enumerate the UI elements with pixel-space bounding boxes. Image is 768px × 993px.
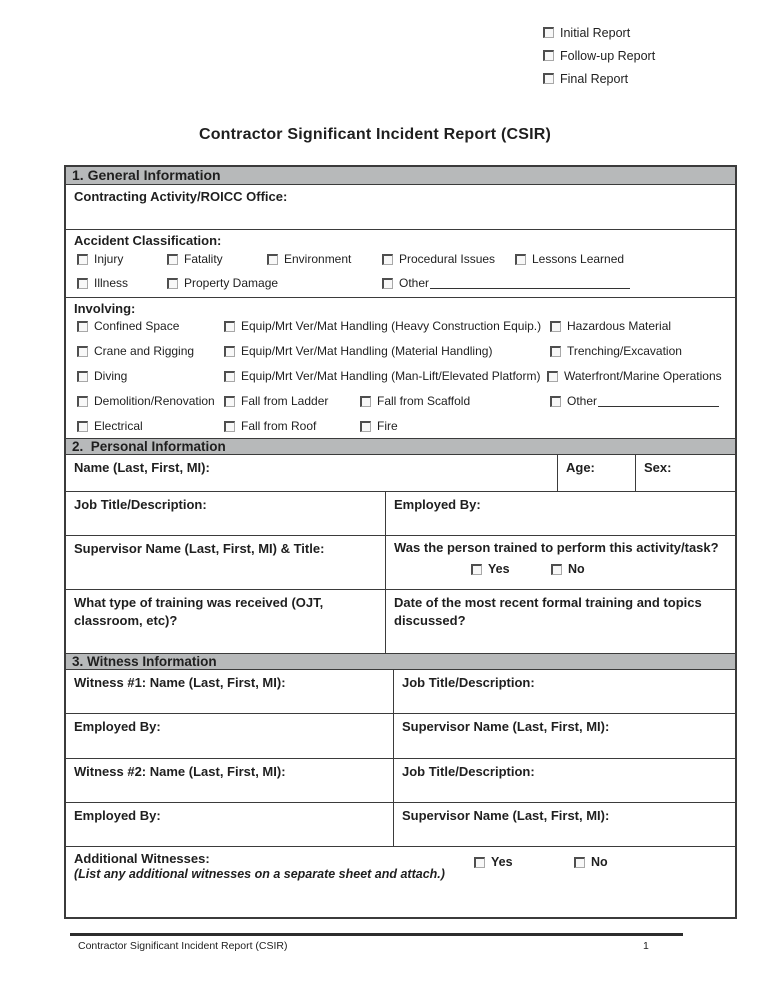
diving-checkbox[interactable] (77, 371, 88, 382)
involving-option-other (550, 394, 719, 408)
training-date-label: Date of the most recent formal training and topics discussed? (394, 595, 702, 628)
accident-classification-label: Accident Classification: (74, 233, 222, 248)
training-date-field[interactable] (386, 590, 735, 653)
report-type-option-final (543, 71, 655, 86)
crane-rigging-checkbox[interactable] (77, 346, 88, 357)
electrical-checkbox[interactable] (77, 421, 88, 432)
injury-checkbox[interactable] (77, 254, 88, 265)
witness1-name-field[interactable] (66, 670, 394, 713)
section-header-general: 1. General Information (66, 167, 735, 185)
accident-options-row1 (66, 252, 735, 268)
fall-ladder-label: Fall from Ladder (241, 394, 329, 408)
personal-job-row (66, 492, 735, 536)
employed-by-label: Employed By: (394, 497, 481, 512)
report-type-group (543, 25, 655, 94)
witness2-employed-field[interactable] (66, 803, 394, 846)
witness1-supervisor-field[interactable] (394, 714, 735, 758)
section-header-personal: 2. Personal Information (66, 439, 735, 455)
involving-row5 (66, 419, 735, 435)
contracting-activity-label: Contracting Activity/ROICC Office: (74, 189, 288, 204)
involving-option-manlift (224, 369, 540, 383)
trenching-checkbox[interactable] (550, 346, 561, 357)
fire-label: Fire (377, 419, 398, 433)
additional-no-label: No (591, 855, 608, 869)
witness1-supervisor-label: Supervisor Name (Last, First, MI): (402, 719, 610, 734)
fall-ladder-checkbox[interactable] (224, 396, 235, 407)
followup-report-checkbox[interactable] (543, 50, 554, 61)
personal-training-row (66, 590, 735, 654)
csir-form (64, 165, 737, 919)
involving-other-label: Other (567, 394, 598, 408)
trained-yes-option (471, 562, 510, 576)
material-handling-checkbox[interactable] (224, 346, 235, 357)
witness1-job-label: Job Title/Description: (402, 675, 535, 690)
witness2-employed-label: Employed By: (74, 808, 161, 823)
witness1-employed-field[interactable] (66, 714, 394, 758)
sex-label: Sex: (644, 460, 672, 475)
witness1-name-label: Witness #1: Name (Last, First, MI): (74, 675, 286, 690)
fatality-checkbox[interactable] (167, 254, 178, 265)
page-title: Contractor Significant Incident Report (CSIR) (198, 126, 552, 143)
additional-witnesses-cell (66, 847, 735, 917)
property-damage-checkbox[interactable] (167, 278, 178, 289)
accident-option-other (382, 276, 630, 290)
trained-question-cell (386, 536, 735, 589)
witness2-name-label: Witness #2: Name (Last, First, MI): (74, 764, 286, 779)
age-field[interactable] (558, 455, 636, 491)
age-label: Age: (566, 460, 595, 475)
environment-label: Environment (284, 252, 352, 266)
fall-roof-checkbox[interactable] (224, 421, 235, 432)
confined-space-checkbox[interactable] (77, 321, 88, 332)
witness1-job-field[interactable] (394, 670, 735, 713)
witness2-job-field[interactable] (394, 759, 735, 802)
trained-no-checkbox[interactable] (551, 564, 562, 575)
involving-option-fall-roof (224, 419, 316, 433)
heavy-equip-label: Equip/Mrt Ver/Mat Handling (Heavy Construction Equip.) (241, 319, 542, 333)
witness2-employer-row (66, 803, 735, 847)
personal-supervisor-row (66, 536, 735, 590)
demolition-label: Demolition/Renovation (94, 394, 215, 408)
trained-no-option (551, 562, 585, 576)
illness-label: Illness (94, 276, 129, 290)
report-type-option-initial (543, 25, 655, 40)
diving-label: Diving (94, 369, 128, 383)
involving-option-hazardous-material (550, 319, 671, 333)
followup-report-label: Follow-up Report (560, 48, 656, 63)
sex-field[interactable] (636, 455, 735, 491)
accident-classification-cell (66, 230, 735, 298)
confined-space-label: Confined Space (94, 319, 180, 333)
contracting-activity-field[interactable] (66, 185, 735, 230)
involving-row2 (66, 344, 735, 360)
involving-option-trenching (550, 344, 682, 358)
involving-other-fill-line[interactable] (598, 396, 719, 407)
involving-row1 (66, 319, 735, 335)
witness2-name-row (66, 759, 735, 803)
waterfront-checkbox[interactable] (547, 371, 558, 382)
report-type-option-followup (543, 48, 655, 63)
footer-page-number: 1 (643, 940, 649, 952)
property-damage-label: Property Damage (184, 276, 279, 290)
accident-option-lessons (515, 252, 624, 266)
fall-roof-label: Fall from Roof (241, 419, 317, 433)
supervisor-field[interactable] (66, 536, 386, 589)
involving-option-fall-ladder (224, 394, 328, 408)
accident-other-fill-line[interactable] (430, 278, 630, 289)
manlift-label: Equip/Mrt Ver/Mat Handling (Man-Lift/Elevated Platform) (241, 369, 541, 383)
involving-option-fire (360, 419, 398, 433)
accident-option-property-damage (167, 276, 278, 290)
final-report-checkbox[interactable] (543, 73, 554, 84)
training-type-field[interactable] (66, 590, 386, 653)
witness2-supervisor-label: Supervisor Name (Last, First, MI): (402, 808, 610, 823)
accident-options-row2 (66, 276, 735, 292)
witness1-employed-label: Employed By: (74, 719, 161, 734)
trained-yes-label: Yes (488, 562, 510, 576)
accident-option-injury (77, 252, 123, 266)
involving-label: Involving: (74, 301, 136, 316)
trenching-label: Trenching/Excavation (567, 344, 682, 358)
manlift-checkbox[interactable] (224, 371, 235, 382)
trained-yes-checkbox[interactable] (471, 564, 482, 575)
involving-option-confined-space (77, 319, 179, 333)
heavy-equip-checkbox[interactable] (224, 321, 235, 332)
fire-checkbox[interactable] (360, 421, 371, 432)
waterfront-label: Waterfront/Marine Operations (564, 369, 722, 383)
initial-report-label: Initial Report (560, 25, 631, 40)
demolition-checkbox[interactable] (77, 396, 88, 407)
involving-row4 (66, 394, 735, 410)
name-label: Name (Last, First, MI): (74, 460, 210, 475)
final-report-label: Final Report (560, 71, 629, 86)
witness1-name-row (66, 670, 735, 714)
involving-cell (66, 298, 735, 439)
section-header-witness: 3. Witness Information (66, 654, 735, 670)
footer-title: Contractor Significant Incident Report (CSIR) (78, 940, 288, 952)
crane-rigging-label: Crane and Rigging (94, 344, 195, 358)
witness2-job-label: Job Title/Description: (402, 764, 535, 779)
illness-checkbox[interactable] (77, 278, 88, 289)
hazardous-material-label: Hazardous Material (567, 319, 672, 333)
additional-yes-checkbox[interactable] (474, 857, 485, 868)
employed-by-field[interactable] (386, 492, 735, 535)
accident-option-environment (267, 252, 351, 266)
procedural-issues-label: Procedural Issues (399, 252, 496, 266)
hazardous-material-checkbox[interactable] (550, 321, 561, 332)
trained-no-label: No (568, 562, 585, 576)
involving-option-fall-scaffold (360, 394, 470, 408)
fall-scaffold-label: Fall from Scaffold (377, 394, 471, 408)
electrical-label: Electrical (94, 419, 143, 433)
involving-option-heavy-equip (224, 319, 541, 333)
environment-checkbox[interactable] (267, 254, 278, 265)
accident-other-label: Other (399, 276, 430, 290)
involving-option-waterfront (547, 369, 722, 383)
trained-question-label: Was the person trained to perform this activity/task? (394, 540, 719, 555)
involving-option-electrical (77, 419, 143, 433)
material-handling-label: Equip/Mrt Ver/Mat Handling (Material Handling) (241, 344, 493, 358)
name-field[interactable] (66, 455, 558, 491)
training-type-label: What type of training was received (OJT, classroom, etc)? (74, 595, 324, 628)
footer (70, 933, 683, 952)
accident-option-fatality (167, 252, 223, 266)
accident-option-illness (77, 276, 128, 290)
witness2-supervisor-field[interactable] (394, 803, 735, 846)
additional-witnesses-label: Additional Witnesses: (74, 851, 210, 866)
supervisor-label: Supervisor Name (Last, First, MI) & Title: (74, 541, 325, 556)
involving-other-checkbox[interactable] (550, 396, 561, 407)
involving-option-demolition (77, 394, 215, 408)
job-title-label: Job Title/Description: (74, 497, 207, 512)
fatality-label: Fatality (184, 252, 223, 266)
additional-no-checkbox[interactable] (574, 857, 585, 868)
lessons-learned-label: Lessons Learned (532, 252, 625, 266)
witness2-name-field[interactable] (66, 759, 394, 802)
witness1-employer-row (66, 714, 735, 759)
accident-option-procedural (382, 252, 495, 266)
additional-yes-option (474, 855, 513, 869)
additional-yes-label: Yes (491, 855, 513, 869)
accident-other-checkbox[interactable] (382, 278, 393, 289)
injury-label: Injury (94, 252, 124, 266)
additional-witnesses-note: (List any additional witnesses on a separate sheet and attach.) (74, 867, 445, 881)
involving-option-crane-rigging (77, 344, 194, 358)
involving-row3 (66, 369, 735, 385)
additional-no-option (574, 855, 608, 869)
job-title-field[interactable] (66, 492, 386, 535)
personal-name-row (66, 455, 735, 492)
procedural-issues-checkbox[interactable] (382, 254, 393, 265)
initial-report-checkbox[interactable] (543, 27, 554, 38)
involving-option-material-handling (224, 344, 492, 358)
involving-option-diving (77, 369, 127, 383)
fall-scaffold-checkbox[interactable] (360, 396, 371, 407)
lessons-learned-checkbox[interactable] (515, 254, 526, 265)
